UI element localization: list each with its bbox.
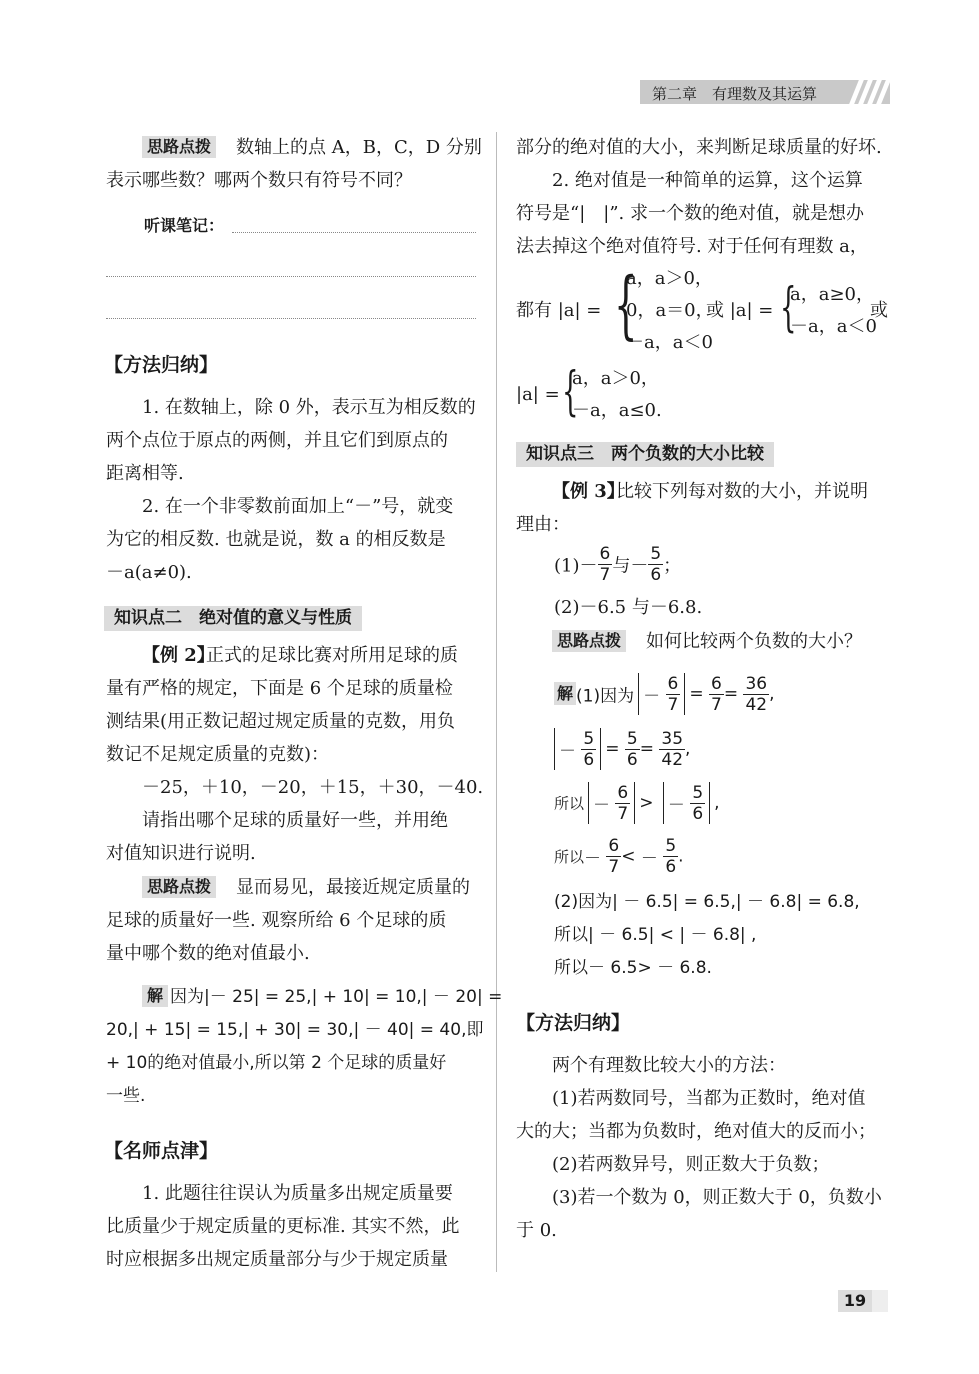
example-tag: 【例 3】: [552, 481, 625, 502]
fraction: $\frac{5}{6}$: [650, 544, 662, 585]
paragraph-line: 距离相等.: [106, 463, 184, 484]
solution-line: (2)因为| － 6.5| = 6.5,| － 6.8| = 6.8,: [554, 892, 860, 912]
paragraph-line: 量有严格的规定，下面是 6 个足球的质量检: [106, 678, 453, 699]
paragraph-line: 请指出哪个足球的质量好一些，并用绝: [142, 810, 448, 831]
solution-line: 解 (1)因为 － $\frac{6}{7}$ = $\frac{6}{7}$ = $\frac{36}{42}$ ,: [554, 673, 775, 715]
paragraph-line: －a(a≠0).: [106, 562, 192, 583]
knowledge-point-title: 知识点二 绝对值的意义与性质: [104, 606, 362, 631]
column-divider: [496, 132, 497, 1272]
case-line: －a，a≤0.: [572, 400, 662, 421]
case-or: 或 |a| =: [706, 300, 774, 321]
hint-text: 显而易见，最接近规定质量的: [236, 877, 470, 898]
notes-line: [232, 232, 476, 233]
hint-tag: 思路点拨: [552, 630, 626, 652]
paragraph-line: 数记不足规定质量的克数)：: [106, 744, 330, 765]
hint-tag: 思路点拨: [142, 136, 216, 158]
case-line: －a，a＜0: [626, 332, 713, 353]
case-line: 0，a＝0，: [626, 300, 714, 321]
paragraph-line: 2. 在一个非零数前面加上“－”号，就变: [142, 496, 454, 517]
case-line: a，a≥0，: [790, 284, 874, 305]
solution-line: 20,| + 15| = 15,| + 30| = 30,| － 40| = 40,即: [106, 1020, 484, 1040]
solution-line: － $\frac{5}{6}$ = $\frac{5}{6}$ = $\frac{35}{42}$ ,: [554, 728, 690, 770]
solution-line: 所以－ $\frac{6}{7}$ < － $\frac{5}{6}$ .: [554, 836, 684, 877]
notes-label: 听课笔记：: [144, 216, 225, 235]
page-number-tab: [872, 1290, 888, 1312]
paragraph-line: 1. 此题往往误认为质量多出规定质量要: [142, 1183, 453, 1204]
paragraph-line: 符号是“| |”. 求一个数的绝对值，就是想办: [516, 203, 864, 224]
header-stripes: [848, 80, 888, 104]
paragraph-line: (1)若两数同号，当都为正数时，绝对值: [552, 1088, 866, 1109]
paragraph-line: －25，＋10，－20，＋15，＋30，－40.: [142, 777, 484, 798]
chapter-title: 第二章 有理数及其运算: [652, 85, 818, 103]
notes-line: [106, 318, 476, 319]
solution-line: 因为|－ 25| = 25,| + 10| = 10,| － 20| =: [170, 987, 503, 1007]
section-heading: 【名师点津】: [104, 1140, 219, 1162]
paragraph-line: 两个有理数比较大小的方法：: [552, 1055, 786, 1076]
solution-line: 所以 － $\frac{6}{7}$ > － $\frac{5}{6}$ ,: [554, 782, 720, 824]
paragraph-line: 理由：: [516, 514, 570, 535]
hint-text: 量中哪个数的绝对值最小.: [106, 943, 310, 964]
section-heading: 【方法归纳】: [104, 354, 219, 376]
chapter-header: [640, 80, 890, 104]
hint-text: 足球的质量好一些. 观察所给 6 个足球的质: [106, 910, 447, 931]
paragraph-line: 为它的相反数. 也就是说，数 a 的相反数是: [106, 529, 446, 550]
left-brace: {: [614, 262, 638, 348]
example-part-1: (1)－ $\frac{6}{7}$ 与－ $\frac{5}{6}$ ；: [554, 544, 682, 585]
solution-line: 所以| － 6.5| < | － 6.8| ,: [554, 925, 757, 945]
left-brace: {: [780, 278, 797, 338]
case-lead: |a| =: [516, 384, 560, 405]
paragraph-line: 时应根据多出规定质量部分与少于规定质量: [106, 1249, 448, 1270]
solution-line: 所以－ 6.5> － 6.8.: [554, 958, 712, 978]
paragraph-line: 2. 绝对值是一种简单的运算，这个运算: [552, 170, 863, 191]
fraction: $\frac{6}{7}$: [599, 544, 611, 585]
paragraph-line: 大的大；当都为负数时，绝对值大的反而小；: [516, 1121, 876, 1142]
solution-line: 一些.: [106, 1086, 146, 1106]
paragraph-line: 测结果(用正数记超过规定质量的克数，用负: [106, 711, 456, 732]
page-number-text: 19: [838, 1290, 872, 1312]
paragraph-line: 于 0.: [516, 1220, 557, 1241]
solution-tag: 解: [142, 985, 168, 1007]
solution-line: + 10的绝对值最小,所以第 2 个足球的质量好: [106, 1053, 447, 1073]
page-number: [838, 1290, 888, 1312]
section-heading: 【方法归纳】: [516, 1012, 631, 1034]
paragraph-line: 正式的足球比赛对所用足球的质: [206, 645, 458, 666]
paragraph-line: (2)若两数异号，则正数大于负数；: [552, 1154, 830, 1175]
left-brace: {: [562, 362, 579, 422]
paragraph-line: 比质量少于规定质量的更标准. 其实不然，此: [106, 1216, 460, 1237]
case-or: 或: [870, 300, 888, 321]
hint-tag: 思路点拨: [142, 876, 216, 898]
paragraph-line: 两个点位于原点的两侧，并且它们到原点的: [106, 430, 448, 451]
case-line: a，a＞0，: [572, 368, 659, 389]
example-tag: 【例 2】: [142, 645, 215, 666]
paragraph-line: 法去掉这个绝对值符号. 对于任何有理数 a，: [516, 236, 868, 257]
case-line: a，a＞0，: [626, 268, 713, 289]
knowledge-point-title: 知识点三 两个负数的大小比较: [516, 442, 774, 467]
paragraph-line: (3)若一个数为 0，则正数大于 0，负数小: [552, 1187, 882, 1208]
paragraph-line: 比较下列每对数的大小，并说明: [616, 481, 868, 502]
paragraph-line: 部分的绝对值的大小，来判断足球质量的好坏.: [516, 137, 882, 158]
notes-line: [106, 276, 476, 277]
paragraph-line: 对值知识进行说明.: [106, 843, 256, 864]
paragraph-line: 1. 在数轴上，除 0 外，表示互为相反数的: [142, 397, 476, 418]
hint-text: 数轴上的点 A，B，C，D 分别: [236, 137, 482, 158]
hint-text: 如何比较两个负数的大小？: [646, 631, 862, 652]
example-part-2: (2)－6.5 与－6.8.: [554, 597, 703, 618]
hint-text: 表示哪些数？哪两个数只有符号不同？: [106, 170, 412, 191]
case-line: －a，a＜0: [790, 316, 877, 337]
case-lead: 都有 |a| =: [516, 300, 602, 321]
